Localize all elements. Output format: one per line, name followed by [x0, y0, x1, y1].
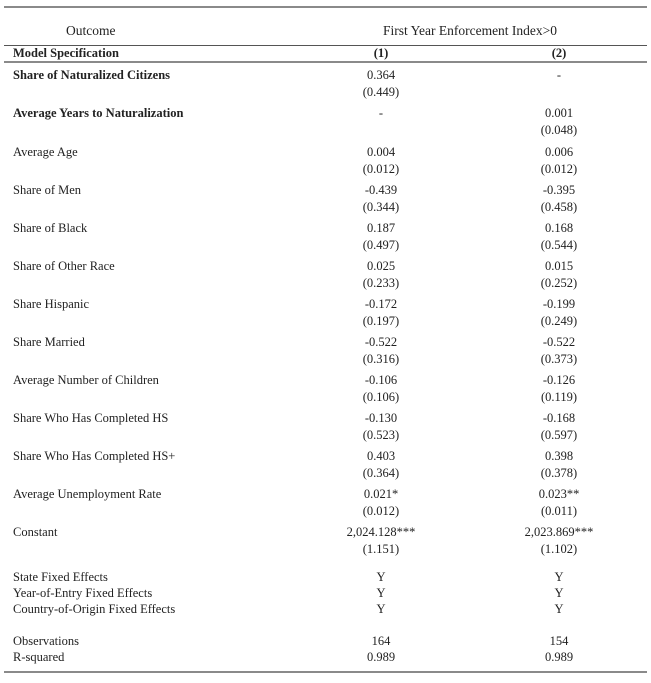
coef-col2: 0.001	[544, 106, 574, 120]
fe-col2: Y	[554, 570, 564, 584]
fe-col1: Y	[376, 602, 386, 616]
coef-col2: 2,023.869***	[524, 525, 594, 539]
column-header-1: (1)	[373, 46, 389, 60]
se-col2: (0.119)	[541, 390, 577, 404]
row-label: Share Married	[13, 335, 85, 349]
row-label: Share of Men	[13, 183, 82, 197]
row-label: Average Years to Naturalization	[13, 106, 184, 120]
se-col1: (0.364)	[362, 466, 400, 480]
se-col1: (0.449)	[362, 85, 400, 99]
fe-col2: Y	[554, 602, 564, 616]
se-col1: (0.497)	[362, 238, 400, 252]
se-col1: (0.197)	[362, 314, 400, 328]
outcome-label: Outcome	[66, 23, 116, 38]
se-col2: (0.252)	[540, 276, 578, 290]
se-col2: (0.373)	[540, 352, 578, 366]
coef-col1: 0.021*	[363, 487, 399, 501]
coef-col2: 0.168	[544, 221, 574, 235]
row-label: Share Who Has Completed HS+	[13, 449, 176, 463]
column-header-2: (2)	[551, 46, 567, 60]
model-spec-label: Model Specification	[13, 46, 119, 60]
se-col1: (0.344)	[362, 200, 400, 214]
se-col2: (0.011)	[541, 504, 577, 518]
coef-col2: -0.168	[542, 411, 576, 425]
se-col1: (1.151)	[362, 542, 400, 556]
stat-col2: 0.989	[544, 650, 574, 664]
se-col2: (1.102)	[540, 542, 578, 556]
row-label: Constant	[13, 525, 58, 539]
fe-label: Year-of-Entry Fixed Effects	[13, 586, 153, 600]
fe-col2: Y	[554, 586, 564, 600]
se-col2: (0.544)	[540, 238, 578, 252]
se-col2: (0.458)	[540, 200, 578, 214]
coef-col2: -	[556, 68, 562, 82]
coef-col1: -0.172	[364, 297, 398, 311]
coef-col1: -0.130	[364, 411, 398, 425]
coef-col1: 0.364	[366, 68, 396, 82]
coef-col2: -0.522	[542, 335, 576, 349]
fe-label: State Fixed Effects	[13, 570, 108, 584]
fe-col1: Y	[376, 586, 386, 600]
coef-col2: 0.398	[544, 449, 574, 463]
top-rule	[4, 6, 647, 8]
row-label: Share Hispanic	[13, 297, 90, 311]
coef-col1: 0.004	[366, 145, 396, 159]
row-label: Average Age	[13, 145, 78, 159]
fe-col1: Y	[376, 570, 386, 584]
bottom-rule	[4, 671, 647, 673]
coef-col2: -0.395	[542, 183, 576, 197]
fe-label: Country-of-Origin Fixed Effects	[13, 602, 176, 616]
se-col1: (0.316)	[362, 352, 400, 366]
row-label: Share of Other Race	[13, 259, 115, 273]
outcome-value: First Year Enforcement Index>0	[382, 23, 558, 38]
se-col1: (0.012)	[362, 162, 400, 176]
se-col2: (0.012)	[540, 162, 578, 176]
coef-col2: -0.126	[542, 373, 576, 387]
spec-rule	[4, 61, 647, 63]
coef-col2: 0.023**	[538, 487, 580, 501]
coef-col1: 0.403	[366, 449, 396, 463]
stat-col1: 164	[371, 634, 391, 648]
stat-label: Observations	[13, 634, 79, 648]
coef-col1: 0.025	[366, 259, 396, 273]
row-label: Share Who Has Completed HS	[13, 411, 169, 425]
stat-label: R-squared	[13, 650, 65, 664]
row-label: Average Number of Children	[13, 373, 159, 387]
stat-col2: 154	[549, 634, 569, 648]
se-col1: (0.523)	[362, 428, 400, 442]
se-col1: (0.106)	[362, 390, 400, 404]
se-col2: (0.378)	[540, 466, 578, 480]
se-col2: (0.597)	[540, 428, 578, 442]
coef-col1: -0.439	[364, 183, 398, 197]
row-label: Average Unemployment Rate	[13, 487, 162, 501]
coef-col1: -0.522	[364, 335, 398, 349]
coef-col2: 0.006	[544, 145, 574, 159]
coef-col2: -0.199	[542, 297, 576, 311]
se-col2: (0.249)	[540, 314, 578, 328]
se-col1: (0.233)	[362, 276, 400, 290]
se-col1: (0.012)	[362, 504, 400, 518]
coef-col2: 0.015	[544, 259, 574, 273]
se-col2: (0.048)	[540, 123, 578, 137]
stat-col1: 0.989	[366, 650, 396, 664]
row-label: Share of Naturalized Citizens	[13, 68, 171, 82]
coef-col1: -	[378, 106, 384, 120]
row-label: Share of Black	[13, 221, 88, 235]
coef-col1: 0.187	[366, 221, 396, 235]
coef-col1: -0.106	[364, 373, 398, 387]
coef-col1: 2,024.128***	[346, 525, 416, 539]
